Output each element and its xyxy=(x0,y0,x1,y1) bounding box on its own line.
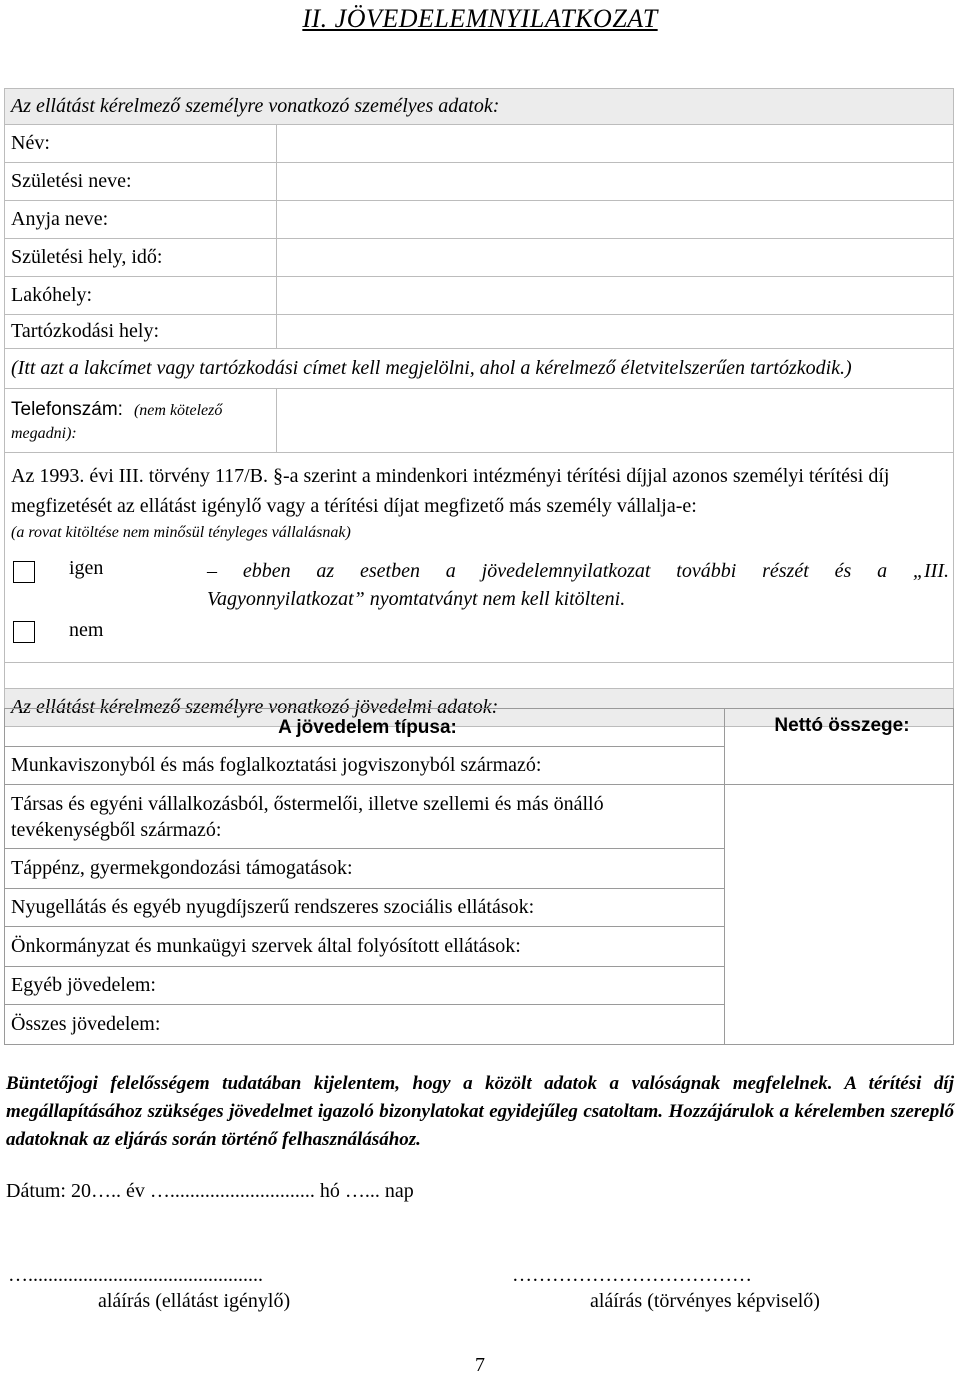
yes-explanation-1: – ebben az esetben a jövedelemnyilatkozat további részét és a „III. xyxy=(207,560,949,582)
field-input-name[interactable] xyxy=(277,125,954,163)
spacer-row xyxy=(5,663,954,689)
personal-data-header: Az ellátást kérelmező személyre vonatkozó személyes adatok: xyxy=(5,89,954,125)
field-input-phone[interactable] xyxy=(277,389,954,453)
field-label-stay-address: Tartózkodási hely: xyxy=(5,315,277,349)
page-title: II. JÖVEDELEMNYILATKOZAT xyxy=(302,4,658,33)
field-input-birth-name[interactable] xyxy=(277,163,954,201)
amount-input-other[interactable] xyxy=(725,967,954,1005)
amount-input-sick-pay[interactable] xyxy=(725,849,954,889)
address-note: (Itt azt a lakcímet vagy tartózkodási címet kell megjelölni, ahol a kérelmező életvitelszerűen tartózkodik.) xyxy=(5,349,954,389)
income-row-pension: Nyugellátás és egyéb nyugdíjszerű rendszeres szociális ellátások: xyxy=(5,889,725,927)
fee-note: (a rovat kitöltése nem minősül tényleges vállalásnak) xyxy=(11,524,351,541)
personal-data-table xyxy=(4,88,954,727)
field-label-mother-name: Anyja neve: xyxy=(5,201,277,239)
page-number: 7 xyxy=(475,1354,485,1376)
field-input-stay-address[interactable] xyxy=(277,315,954,349)
yes-checkbox[interactable] xyxy=(13,561,35,583)
signature-label-applicant: aláírás (ellátást igénylő) xyxy=(98,1290,291,1312)
amount-input-pension[interactable] xyxy=(725,889,954,927)
income-row-other: Egyéb jövedelem: xyxy=(5,967,725,1005)
field-label-birth-name: Születési neve: xyxy=(5,163,277,201)
income-row-municipal: Önkormányzat és munkaügyi szervek által folyósított ellátások: xyxy=(5,927,725,967)
field-label-residence: Lakóhely: xyxy=(5,277,277,315)
signature-dots-representative: ……………………………… xyxy=(512,1264,752,1286)
fee-question: Az 1993. évi III. törvény 117/B. §-a szerint a mindenkori intézményi térítési díjjal azonos személyi térítési díj megfizetését az ellátást igénylő vagy a térítési díjat megfizető más személy vállalja-e: xyxy=(11,465,890,517)
income-type-header: A jövedelem típusa: xyxy=(5,709,725,747)
income-row-employment: Munkaviszonyból és más foglalkoztatási jogviszonyból származó: xyxy=(5,747,725,785)
field-input-residence[interactable] xyxy=(277,277,954,315)
phone-hint: (nem kötelező xyxy=(133,401,223,419)
amount-input-enterprise[interactable] xyxy=(725,785,954,849)
income-header: Az ellátást kérelmező személyre vonatkozó jövedelmi adatok: xyxy=(5,689,954,727)
signature-dots-applicant: …............................................... xyxy=(8,1264,263,1286)
amount-input-total[interactable] xyxy=(725,1005,954,1045)
income-row-total: Összes jövedelem: xyxy=(5,1005,725,1045)
declaration-text: Büntetőjogi felelősségem tudatában kijelentem, hogy a közölt adatok a valóságnak megfelelnek. A térítési díj megállapításához szükséges jövedelmet igazoló bizonylatokat egyidejűleg csatoltam. Hozzájárulok a kérelemben szereplő adatoknak az eljárás során történő felhasználásához. xyxy=(6,1073,954,1150)
field-input-birth-place-date[interactable] xyxy=(277,239,954,277)
date-line: Dátum: 20….. év …............................. hó …... nap xyxy=(6,1180,414,1202)
fee-section xyxy=(5,453,954,663)
amount-input-municipal[interactable] xyxy=(725,927,954,967)
field-input-mother-name[interactable] xyxy=(277,201,954,239)
no-label: nem xyxy=(69,619,104,641)
field-label-birth-place-date: Születési hely, idő: xyxy=(5,239,277,277)
no-checkbox[interactable] xyxy=(13,621,35,643)
field-label-name: Név: xyxy=(5,125,277,163)
phone-label-cell xyxy=(5,389,277,453)
income-table xyxy=(4,708,954,1045)
yes-explanation-2: Vagyonnyilatkozat” nyomtatványt nem kell kitölteni. xyxy=(207,588,626,610)
net-amount-header: Nettó összege: xyxy=(774,715,910,736)
phone-label: Telefonszám: xyxy=(11,398,123,420)
income-row-enterprise: Társas és egyéni vállalkozásból, őstermelői, illetve szellemi és más önálló tevékenységből származó: xyxy=(5,785,725,849)
signature-label-representative: aláírás (törvényes képviselő) xyxy=(590,1290,820,1312)
net-amount-header-cell xyxy=(725,709,954,785)
yes-label: igen xyxy=(69,557,104,579)
income-row-sick-pay: Táppénz, gyermekgondozási támogatások: xyxy=(5,849,725,889)
phone-hint-2: megadni): xyxy=(11,424,77,442)
